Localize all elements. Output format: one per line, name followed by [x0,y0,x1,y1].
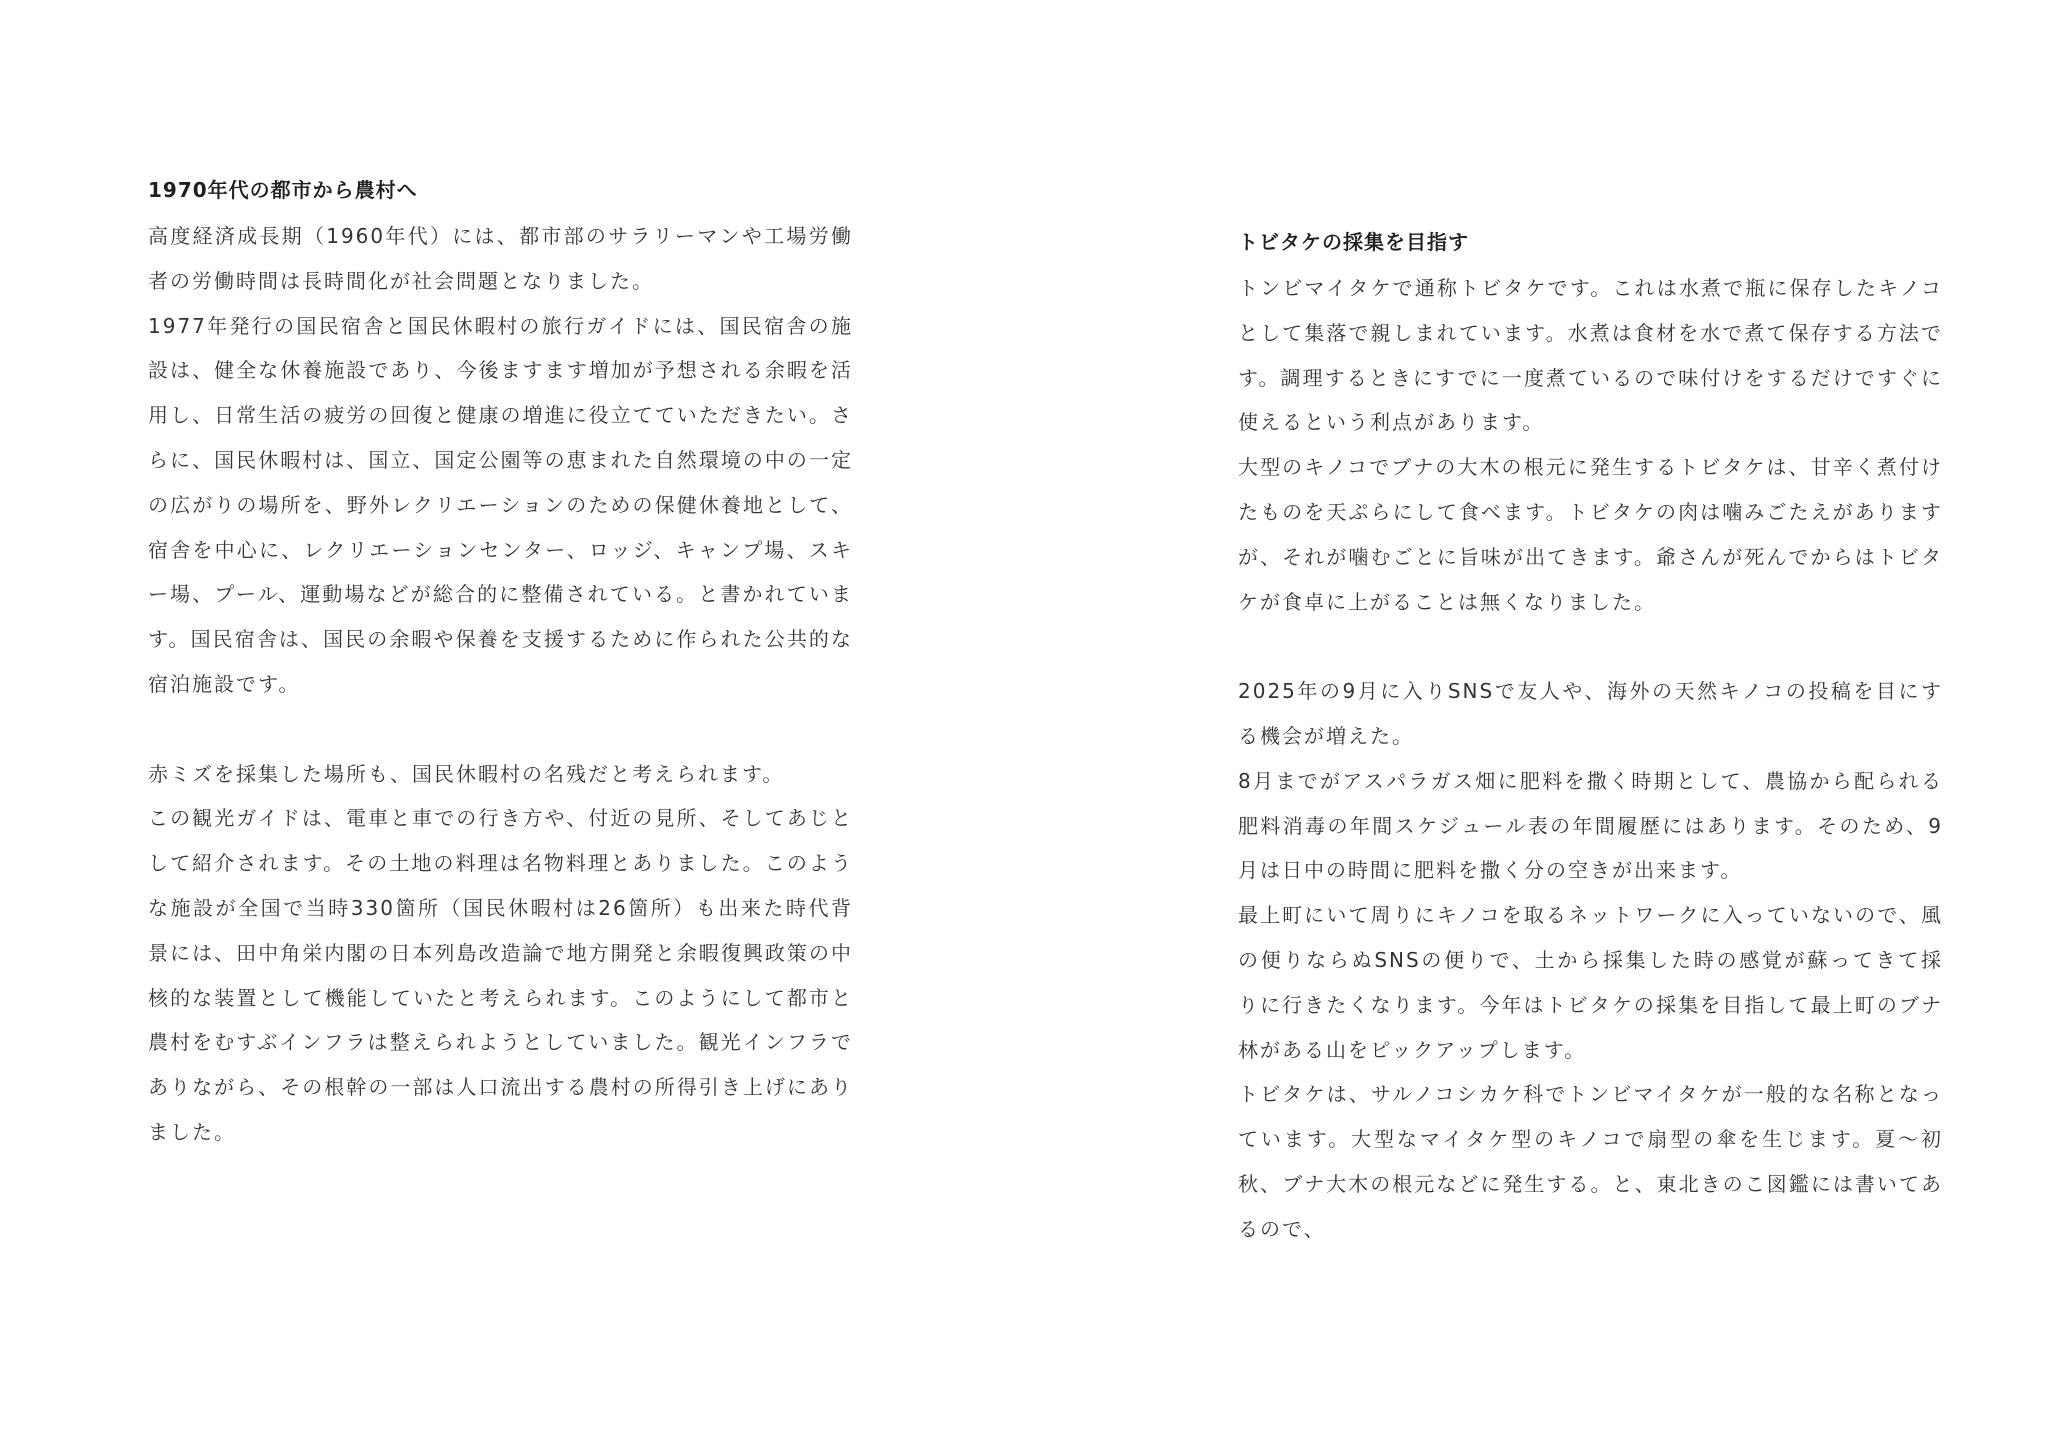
left-paragraph-4: この観光ガイドは、電車と車での行き方や、付近の見所、そしてあじとして紹介されます。その土地の料理は名物料理とありました。このような施設が全国で当時330箇所（国民休暇村は26箇所）も出来た時代背景には、田中角栄内閣の日本列島改造論で地方開発と余暇復興政策の中核的な装置として機能していたと考えられます。このようにして都市と農村をむすぶインフラは整えられようとしていました。観光インフラでありながら、その根幹の一部は人口流出する農村の所得引き上げにありました。 [148,806,853,1144]
paragraph-gap [148,707,853,752]
right-paragraph-4: 8月までがアスパラガス畑に肥料を撒く時期として、農協から配られる肥料消毒の年間スケジュール表の年間履歴にはあります。そのため、9月は日中の時間に肥料を撒く分の空きが出来ます。 [1238,768,1943,883]
right-paragraph-5: 最上町にいて周りにキノコを取るネットワークに入っていないので、風の便りならぬSNSの便りで、土から採集した時の感覚が蘇ってきて採りに行きたくなります。今年はトビタケの採集を目指して最上町のブナ林がある山をピックアップします。 [1238,903,1943,1062]
right-paragraph-6: トビタケは、サルノコシカケ科でトンビマイタケが一般的な名称となっています。大型なマイタケ型のキノコで扇型の傘を生じます。夏〜初秋、ブナ大木の根元などに発生する。と、東北きのこ図鑑には書いてあるので、 [1238,1082,1943,1241]
right-section-heading: トビタケの採集を目指す [1238,230,1469,254]
left-section-heading: 1970年代の都市から農村へ [148,178,418,202]
left-paragraph-1: 高度経済成長期（1960年代）には、都市部のサラリーマンや工場労働者の労働時間は長時間化が社会問題となりました。 [148,224,853,293]
left-paragraph-3: 赤ミズを採集した場所も、国民休暇村の名残だと考えられます。 [148,761,785,786]
left-column [148,176,853,1155]
left-paragraph-2: 1977年発行の国民宿舎と国民休暇村の旅行ガイドには、国民宿舎の施設は、健全な休養施設であり、今後ますます増加が予想される余暇を活用し、日常生活の疲労の回復と健康の増進に役立てていただきたい。さらに、国民休暇村は、国立、国定公園等の恵まれた自然環境の中の一定の広がりの場所を、野外レクリエーションのための保健休養地として、宿舎を中心に、レクリエーションセンター、ロッジ、キャンプ場、スキー場、プール、運動場などが総合的に整備されている。と書かれています。国民宿舎は、国民の余暇や保養を支援するために作られた公共的な宿泊施設です。 [148,313,853,696]
right-paragraph-3: 2025年の9月に入りSNSで友人や、海外の天然キノコの投稿を目にする機会が増えた。 [1238,679,1943,748]
right-paragraph-2: 大型のキノコでブナの大木の根元に発生するトビタケは、甘辛く煮付けたものを天ぷらにして食べます。トビタケの肉は噛みごたえがありますが、それが噛むごとに旨味が出てきます。爺さんが死んでからはトビタケが食卓に上がることは無くなりました。 [1238,455,1943,614]
right-paragraph-1: トンビマイタケで通称トビタケです。これは水煮で瓶に保存したキノコとして集落で親しまれています。水煮は食材を水で煮て保存する方法です。調理するときにすでに一度煮ているので味付けをするだけですぐに使えるという利点があります。 [1238,276,1943,435]
paragraph-gap [1238,624,1943,669]
right-column [1238,228,1943,1252]
